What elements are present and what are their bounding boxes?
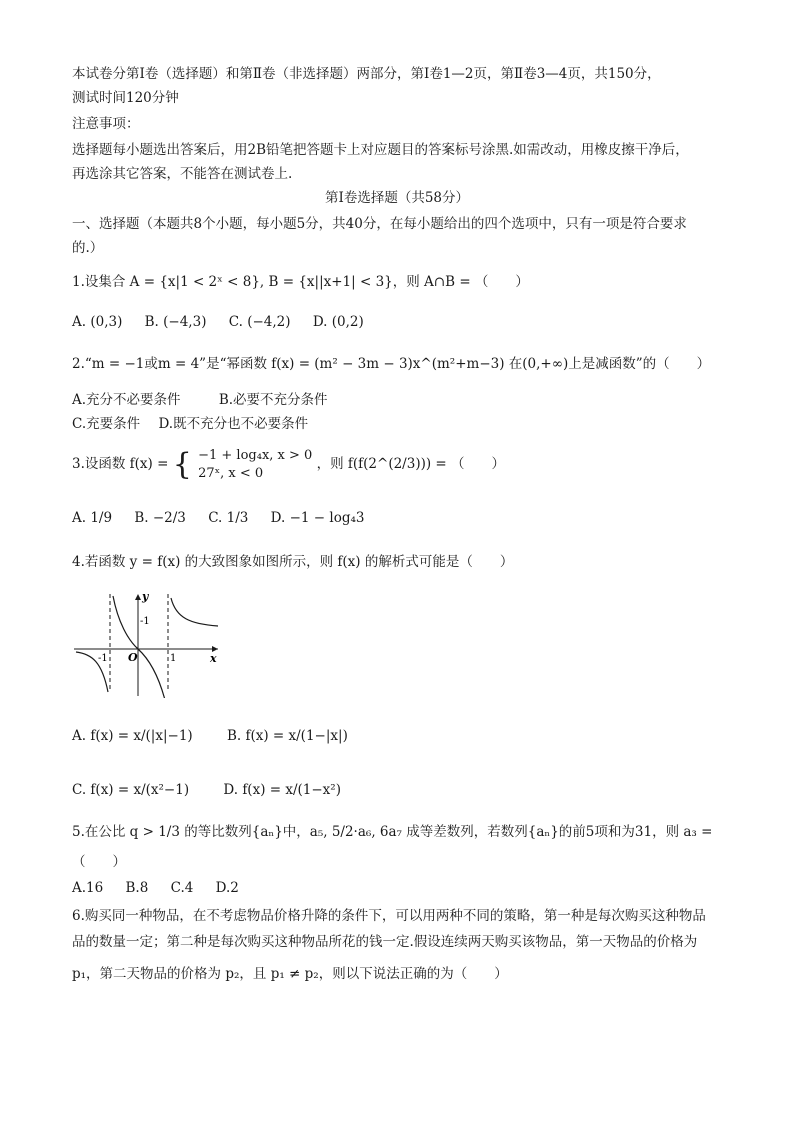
q3-cases — [198, 447, 312, 483]
header-line-2: 测试时间120分钟 — [72, 90, 179, 106]
q1-option-c[interactable]: C. (−4,2) — [228, 314, 291, 330]
q2-stem: 2.“m = −1或m = 4”是“幂函数 f(x) = (m² − 3m − 3)x^(m²+m−3) 在(0,+∞)上是减函数”的（ ） — [72, 356, 711, 372]
q3-case-2: 27ˣ, x < 0 — [198, 465, 264, 481]
q4-stem: 4.若函数 y = f(x) 的大致图象如图所示，则 f(x) 的解析式可能是（ ） — [72, 554, 514, 570]
q3-case-1: −1 + log₄x, x > 0 — [198, 447, 313, 463]
q6-line-3: p₁，第二天物品的价格为 p₂，且 p₁ ≠ p₂，则以下说法正确的为（ ） — [72, 966, 508, 982]
q6-line-2: 品的数量一定；第二种是每次购买这种物品所花的钱一定.假设连续两天购买该物品，第一天物品的价格为 — [72, 934, 698, 950]
section-intro-1: 一、选择题（本题共8个小题，每小题5分，共40分，在每小题给出的四个选项中，只有一项是符合要求 — [72, 216, 687, 232]
y-axis-label: y — [142, 590, 149, 603]
q5-option-d[interactable]: D.2 — [215, 880, 239, 896]
notice-line-2: 再选涂其它答案，不能答在测试卷上. — [72, 166, 293, 182]
q2-option-b[interactable]: B.必要不充分条件 — [218, 392, 328, 408]
y-axis-arrow — [135, 594, 141, 600]
q1-option-d[interactable]: D. (0,2) — [312, 314, 364, 330]
origin-label: O — [128, 651, 138, 664]
q3-option-b[interactable]: B. −2/3 — [134, 510, 186, 526]
q3-brace: { — [172, 446, 192, 482]
curve-right-branch — [171, 598, 218, 626]
q2-options-row-1 — [72, 390, 346, 410]
q3-option-d[interactable]: D. −1 − log₄3 — [270, 510, 365, 526]
q3-stem-suffix: ，则 f(f(2^(2/3))) = （ ） — [316, 456, 506, 472]
q4-option-b[interactable]: B. f(x) = x/(1−|x|) — [226, 728, 348, 744]
q3-stem-prefix: 3.设函数 f(x) = — [72, 456, 169, 472]
curve-middle-branch — [113, 596, 165, 698]
x-axis-label: x — [210, 652, 217, 665]
notice-title: 注意事项： — [72, 116, 140, 132]
q1-option-a[interactable]: A. (0,3) — [72, 314, 123, 330]
y-tick-label: -1 — [140, 616, 150, 627]
section-intro-2: 的.） — [72, 240, 104, 256]
q4-options-row-2 — [72, 780, 359, 800]
q4-options-row-1 — [72, 726, 366, 746]
q4-option-a[interactable]: A. f(x) = x/(|x|−1) — [72, 728, 193, 744]
q2-options-row-2 — [72, 414, 326, 434]
q1-stem: 1.设集合 A = {x|1 < 2ˣ < 8}, B = {x||x+1| < 3}，则 A∩B = （ ） — [72, 274, 529, 290]
q4-option-c[interactable]: C. f(x) = x/(x²−1) — [72, 782, 190, 798]
section-title: 第Ⅰ卷选择题（共58分） — [324, 190, 469, 206]
q5-stem-line-1: 5.在公比 q > 1/3 的等比数列{aₙ}中，a₅, 5/2·a₆, 6a₇ 成等差数列，若数列{aₙ}的前5项和为31，则 a₃ = — [72, 824, 713, 840]
notice-line-1: 选择题每小题选出答案后，用2B铅笔把答题卡上对应题目的答案标号涂黑.如需改动，用橡皮擦干净后， — [72, 142, 689, 158]
q2-option-c[interactable]: C.充要条件 — [72, 416, 141, 432]
neg-one-label: -1 — [98, 653, 108, 664]
q5-option-b[interactable]: B.8 — [125, 880, 149, 896]
q3-options — [72, 508, 382, 528]
q3-option-a[interactable]: A. 1/9 — [72, 510, 113, 526]
q4-option-d[interactable]: D. f(x) = x/(1−x²) — [223, 782, 341, 798]
q3-option-c[interactable]: C. 1/3 — [208, 510, 249, 526]
header-line-1: 本试卷分第Ⅰ卷（选择题）和第Ⅱ卷（非选择题）两部分，第Ⅰ卷1—2页，第Ⅱ卷3—4页，共150分， — [72, 66, 661, 82]
q5-stem-line-2: （ ） — [72, 854, 126, 870]
q2-option-d[interactable]: D.既不充分也不必要条件 — [158, 416, 309, 432]
q5-options — [72, 878, 257, 898]
q3-stem — [72, 446, 505, 483]
q1-options — [72, 312, 382, 332]
q2-option-a[interactable]: A.充分不必要条件 — [72, 392, 181, 408]
q5-option-c[interactable]: C.4 — [170, 880, 194, 896]
pos-one-label: 1 — [170, 653, 177, 664]
q5-option-a[interactable]: A.16 — [72, 880, 104, 896]
q6-line-1: 6.购买同一种物品，在不考虑物品价格升降的条件下，可以用两种不同的策略，第一种是每次购买这种物品 — [72, 908, 706, 924]
q4-function-graph — [72, 588, 222, 698]
q1-option-b[interactable]: B. (−4,3) — [144, 314, 207, 330]
